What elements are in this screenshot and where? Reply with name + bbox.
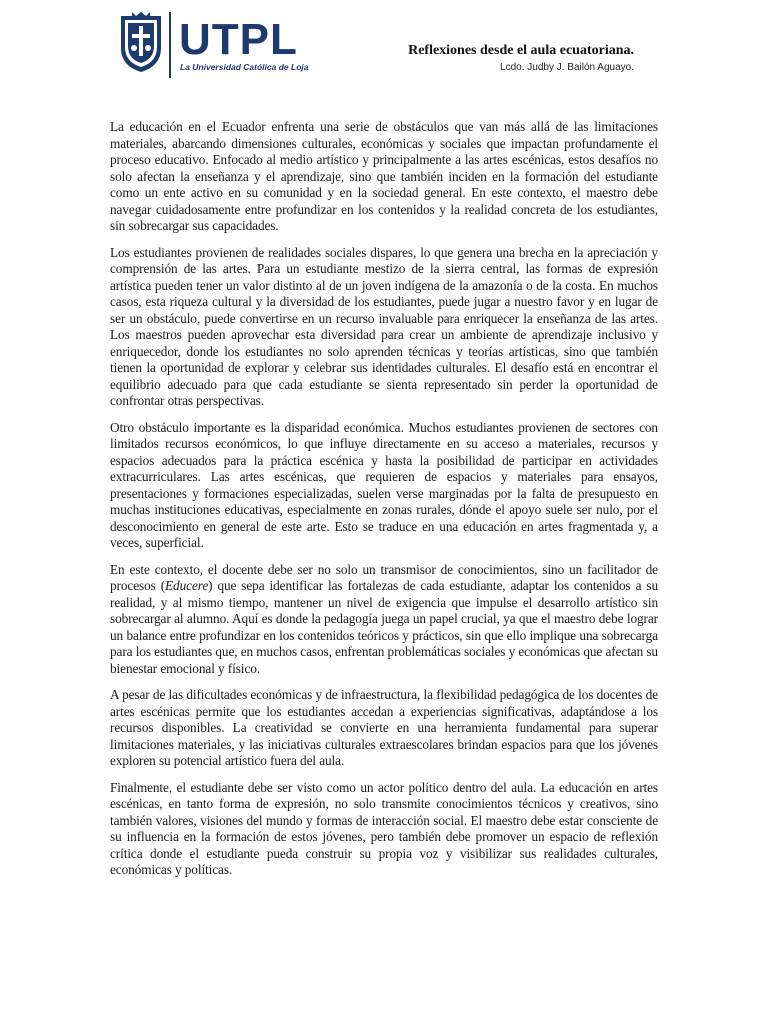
document-title: Reflexiones desde el aula ecuatoriana. xyxy=(408,43,634,58)
paragraph-4-emphasis: Educere xyxy=(165,578,209,593)
paragraph-4 xyxy=(110,562,658,678)
document-body xyxy=(110,119,658,889)
paragraph-3: Otro obstáculo importante es la disparidad económica. Muchos estudiantes provienen de sectores con limitados recursos económicos, lo que influye directamente en su acceso a materiales, recursos y espacios adecuados para la práctica escénica y hasta la posibilidad de participar en actividades extracurriculares. Las artes escénicas, que requieren de espacios y materiales para ensayos, presentaciones y formaciones especializadas, suelen verse marginadas por la falta de presupuesto en muchas instituciones educativas, especialmente en zonas rurales, dónde el apoyo suele ser nulo, por el desconocimiento en general de este arte. Esto se traduce en una educación en artes fragmentada y, a veces, superficial. xyxy=(110,419,658,550)
paragraph-4-text-b: ) que sepa identificar las fortalezas de cada estudiante, adaptar los contenidos a su realidad, y al mismo tiempo, mantener un nivel de exigencia que impulse el desarrollo artístico sin sobrecargar al alumno. Aquí es donde la pedagogía juega un papel crucial, ya que el maestro debe lograr un balance entre profundizar en los contenidos teóricos y prácticos, sin que ello implique una sobrecarga para los estudiantes que, en muchos casos, enfrentan problemáticas sociales y económicas que afectan su bienestar emocional y físico. xyxy=(110,578,658,676)
page-header xyxy=(0,0,768,100)
paragraph-1: La educación en el Ecuador enfrenta una serie de obstáculos que van más allá de las limitaciones materiales, abarcando dimensiones culturales, económicas y sociales que impactan profundamente el proceso educativo. Enfocado al medio artístico y principalmente a las artes escénicas, estos desafíos no solo afectan la enseñanza y el aprendizaje, sino que también inciden en la formación del estudiante como un ente activo en su comunidad y en la sociedad general. En este contexto, el maestro debe navegar cuidadosamente entre profundizar en los contenidos y la realidad concreta de los estudiantes, sin sobrecargar sus capacidades. xyxy=(110,119,658,233)
document-author: Lcdo. Judby J. Bailón Aguayo. xyxy=(500,62,634,73)
university-crest-icon xyxy=(118,12,164,74)
paragraph-5: A pesar de las dificultades económicas y de infraestructura, la flexibilidad pedagógica de los docentes de artes escénicas permite que los estudiantes accedan a experiencias significativas, adaptándose a los recursos disponibles. La creatividad se convierte en una herramienta fundamental para superar limitaciones materiales, y las iniciativas culturales extraescolares brindan espacios para que los jóvenes exploren su potencial artístico fuera del aula. xyxy=(110,687,658,768)
logo-divider xyxy=(169,12,171,78)
paragraph-6: Finalmente, el estudiante debe ser visto como un actor político dentro del aula. La educación en artes escénicas, en tanto forma de expresión, no solo transmite conocimientos técnicos y creativos, sino también valores, visiones del mundo y formas de interacción social. El maestro debe estar consciente de su influencia en la formación de estos jóvenes, pero también debe promover un espacio de reflexión crítica donde el estudiante pueda construir su propia voz y visibilizar sus realidades culturales, económicas y políticas. xyxy=(110,779,658,877)
logo-subtitle: La Universidad Católica de Loja xyxy=(180,62,309,72)
utpl-logo xyxy=(118,12,318,78)
paragraph-2: Los estudiantes provienen de realidades sociales dispares, lo que genera una brecha en la apreciación y comprensión de las artes. Para un estudiante mestizo de la sierra central, las formas de expresión artística pueden tener un valor distinto al de un joven indígena de la amazonía o de la costa. En muchos casos, esta riqueza cultural y la diversidad de los estudiantes, puede jugar a nuestro favor y en lugar de ser un obstáculo, puede convertirse en un recurso invaluable para enriquecer la enseñanza de las artes. Los maestros pueden aprovechar esta diversidad para crear un ambiente de aprendizaje inclusivo y enriquecedor, donde los estudiantes no solo aprenden técnicas y teorías artísticas, sino que también tienen la oportunidad de explorar y celebrar sus identidades culturales. El desafío está en encontrar el equilibrio adecuado para que cada estudiante se sienta representado sin perder la oportunidad de confrontar otras perspectivas. xyxy=(110,244,658,408)
logo-wordmark: UTPL xyxy=(179,15,298,64)
paragraph-4-text-a: En este contexto, el docente debe ser no solo un transmisor de conocimientos, sino un facilitador de procesos ( xyxy=(110,561,658,593)
